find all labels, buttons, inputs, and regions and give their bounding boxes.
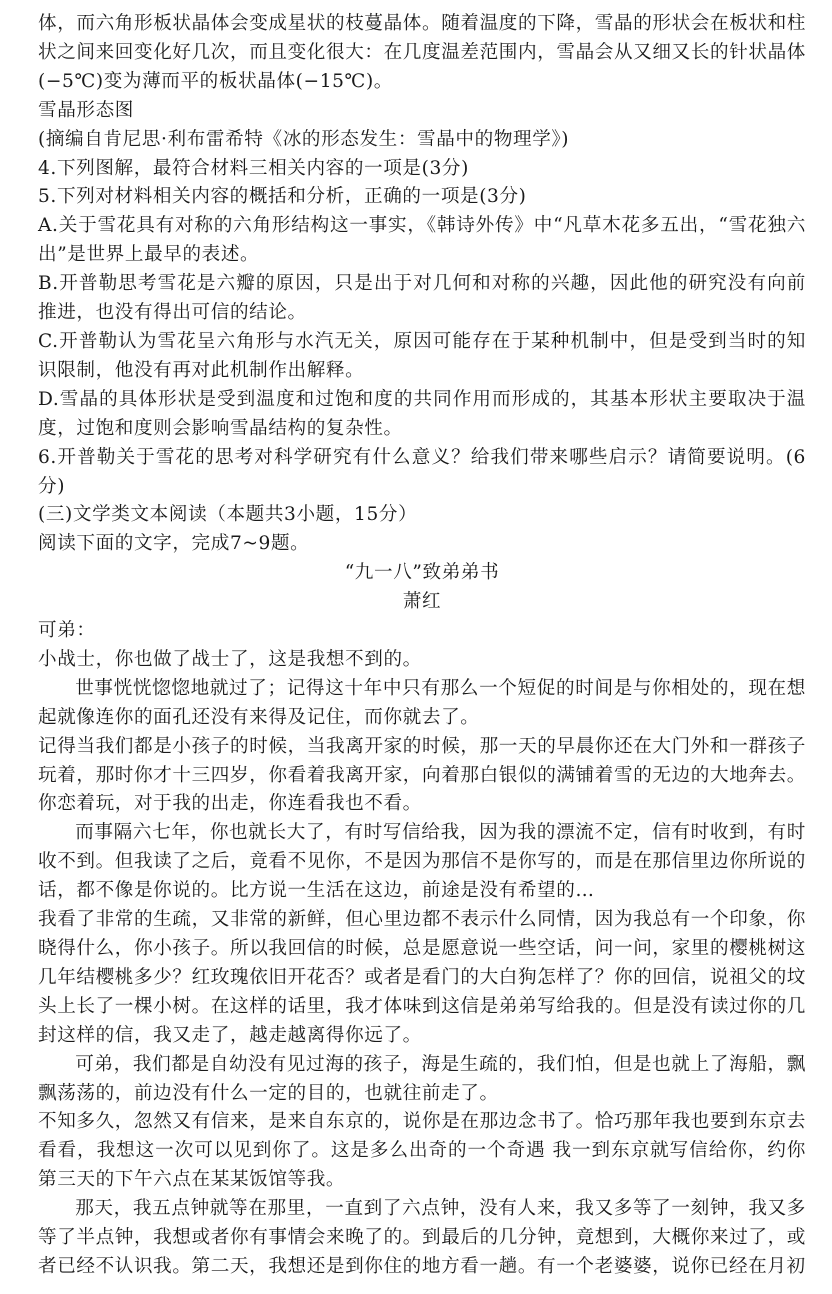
essay-paragraph-6: 可弟，我们都是自幼没有见过海的孩子，海是生疏的，我们怕，但是也就上了海船，飘飘荡荡的，前边没有什么一定的目的，也就往前走了。 xyxy=(38,1053,806,1104)
question-4: 4.下列图解，最符合材料三相关内容的一项是(3分) xyxy=(38,157,469,179)
option-a: A.关于雪花具有对称的六角形结构这一事实，《韩诗外传》中“凡草木花多五出，“雪花独六出”是世界上最早的表述。 xyxy=(38,215,806,266)
figure-caption: 雪晶形态图 xyxy=(38,99,134,121)
option-d: D.雪晶的具体形状是受到温度和过饱和度的共同作用而形成的，其基本形状主要取决于温度，过饱和度则会影响雪晶结构的复杂性。 xyxy=(38,388,806,439)
essay-paragraph-4: 而事隔六七年，你也就长大了，有时写信给我，因为我的漂流不定，信有时收到，有时收不到。但我读了之后，竟看不见你，不是因为那信不是你写的，而是在那信里边你所说的话，都不像是你说的。比方说一生活在这边，前途是没有希望的… xyxy=(38,822,806,902)
essay-paragraph-7: 不知多久，忽然又有信来，是来自东京的，说你是在那边念书了。恰巧那年我也要到东京去看看，我想这一次可以见到你了。这是多么出奇的一个奇遇 我一到东京就写信给你，约你第三天的下午六点在某某饭馆等我。 xyxy=(38,1111,806,1191)
essay-paragraph-5: 我看了非常的生疏，又非常的新鲜，但心里边都不表示什么同情，因为我总有一个印象，你晓得什么，你小孩子。所以我回信的时候，总是愿意说一些空话，问一问，家里的樱桃树这几年结樱桃多少？红玫瑰依旧开花否？或者是看门的大白狗怎样了？你的回信，说祖父的坟头上长了一棵小树。在这样的话里，我才体味到这信是弟弟写给我的。但是没有读过你的几封这样的信，我又走了，越走越离得你远了。 xyxy=(38,909,806,1046)
essay-paragraph-8: 那天，我五点钟就等在那里，一直到了六点钟，没有人来，我又多等了一刻钟，我又多等了半点钟，我想或者你有事情会来晚了的。到最后的几分钟，竟想到，大概你来过了，或者已经不认识我。第二天，我想还是到你住的地方看一趟。有一个老婆婆，说你已经在月初 xyxy=(38,1198,806,1277)
option-b: B.开普勒思考雪花是六瓣的原因，只是出于对几何和对称的兴趣，因此他的研究没有向前推进，也没有得出可信的结论。 xyxy=(38,273,806,324)
essay-author: 萧红 xyxy=(402,591,442,613)
essay-title: “九一八”致弟弟书 xyxy=(344,562,500,584)
option-c: C.开普勒认为雪花呈六角形与水汽无关，原因可能存在于某种机制中，但是受到当时的知识限制，他没有再对此机制作出解释。 xyxy=(38,330,806,381)
section-instruction: 阅读下面的文字，完成7~9题。 xyxy=(38,533,310,555)
question-6: 6.开普勒关于雪花的思考对科学研究有什么意义？给我们带来哪些启示？请简要说明。(6分) xyxy=(38,446,806,497)
question-5: 5.下列对材料相关内容的概括和分析，正确的一项是(3分) xyxy=(38,186,527,208)
essay-paragraph-1: 小战士，你也做了战士了，这是我想不到的。 xyxy=(38,648,422,670)
section-heading: (三)文学类文本阅读（本题共3小题，15分） xyxy=(38,504,418,526)
essay-paragraph-2: 世事恍恍惚惚地就过了；记得这十年中只有那么一个短促的时间是与你相处的，现在想起就像连你的面孔还没有来得及记住，而你就去了。 xyxy=(38,677,806,728)
essay-paragraph-3: 记得当我们都是小孩子的时候，当我离开家的时候，那一天的早晨你还在大门外和一群孩子玩着，那时你才十三四岁，你看着我离开家，向着那白银似的满铺着雪的无边的大地奔去。你恋着玩，对于我的出走，你连看我也不看。 xyxy=(38,735,806,815)
letter-salutation: 可弟： xyxy=(38,620,96,642)
paragraph-snow-crystal-temperature: 体，而六角形板状晶体会变成星状的枝蔓晶体。随着温度的下降，雪晶的形状会在板状和柱状之间来回变化好几次，而且变化很大：在几度温差范围内，雪晶会从又细又长的针状晶体(−5℃)变为薄而平的板状晶体(−15℃)。 xyxy=(38,13,806,92)
source-citation: (摘编自肯尼思·利布雷希特《冰的形态发生：雪晶中的物理学》) xyxy=(38,128,570,150)
